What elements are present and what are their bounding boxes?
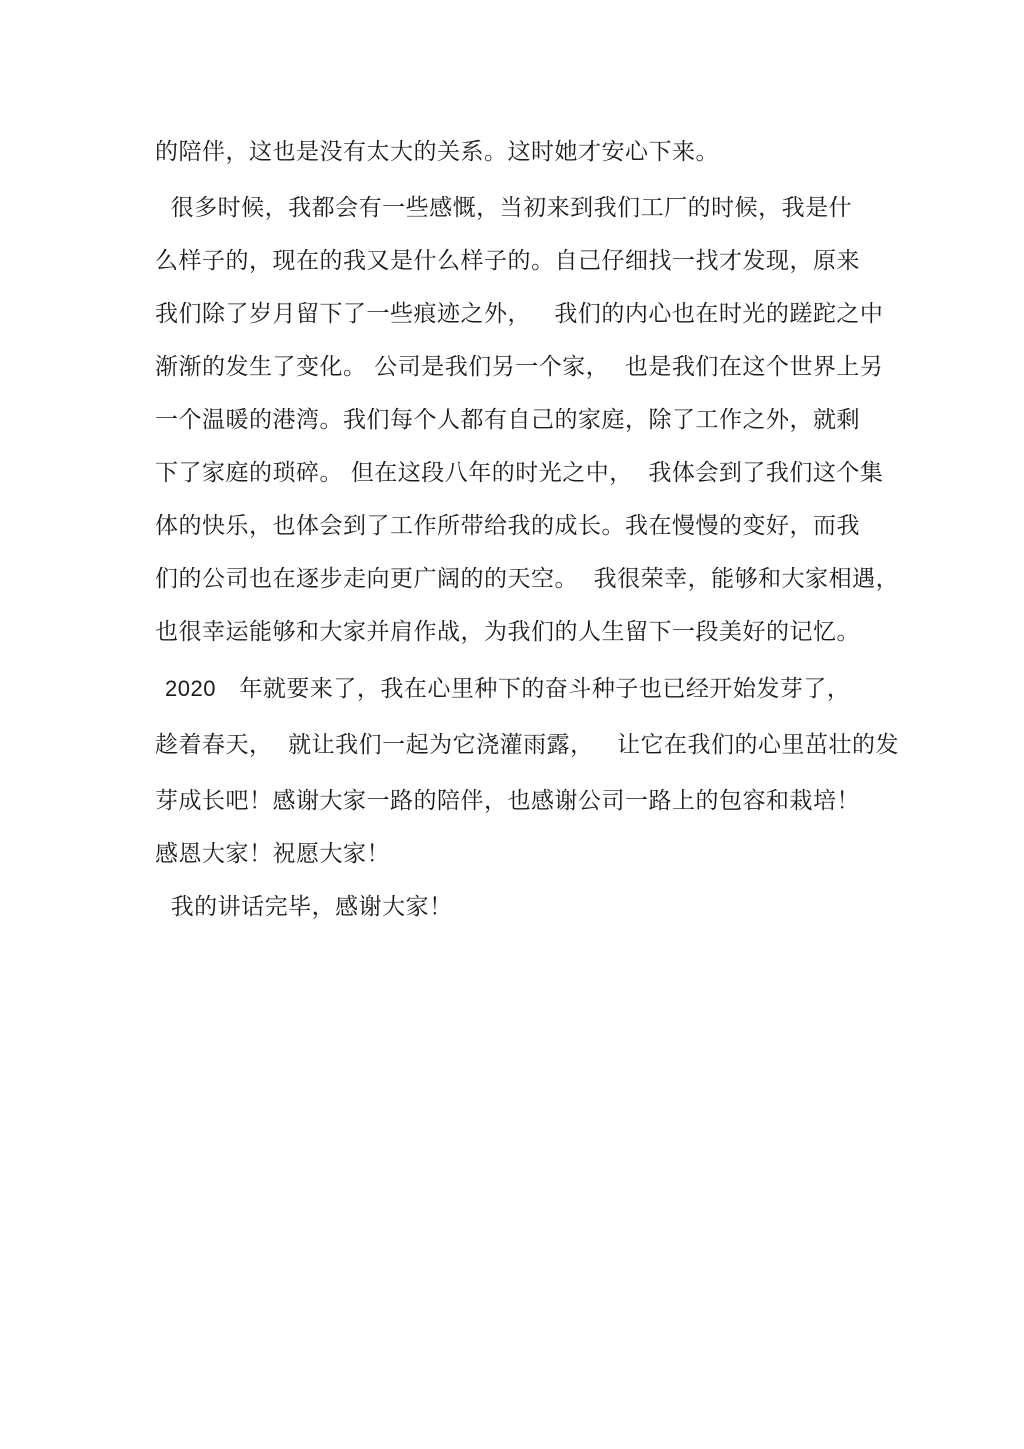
paragraph-line-5: 渐渐的发生了变化。 公司是我们另一个家， 也是我们在这个世界上另 bbox=[155, 354, 884, 380]
paragraph-line-13: 芽成长吧！感谢大家一路的陪伴，也感谢公司一路上的包容和栽培！ bbox=[155, 788, 860, 814]
year-number: 2020 bbox=[165, 676, 216, 701]
paragraph-line-3: 么样子的，现在的我又是什么样子的。自己仔细找一找才发现，原来 bbox=[155, 248, 860, 274]
paragraph-line-6: 一个温暖的港湾。我们每个人都有自己的家庭，除了工作之外，就剩 bbox=[155, 407, 860, 433]
paragraph-line-8: 体的快乐，也体会到了工作所带给我的成长。我在慢慢的变好，而我 bbox=[155, 513, 860, 539]
paragraph-line-11 bbox=[165, 674, 850, 704]
paragraph-line-2: 很多时候，我都会有一些感慨，当初来到我们工厂的时候，我是什 bbox=[155, 195, 853, 221]
paragraph-line-7: 下了家庭的琐碎。 但在这段八年的时光之中， 我体会到了我们这个集 bbox=[155, 460, 884, 486]
paragraph-line-9: 们的公司也在逐步走向更广阔的的天空。 我很荣幸，能够和大家相遇， bbox=[155, 566, 900, 592]
paragraph-line-12: 趁着春天， 就让我们一起为它浇灌雨露， 让它在我们的心里茁壮的发 bbox=[155, 732, 900, 758]
year-line-text: 年就要来了，我在心里种下的奋斗种子也已经开始发芽了， bbox=[215, 676, 851, 702]
paragraph-line-1: 的陪伴，这也是没有太大的关系。这时她才安心下来。 bbox=[155, 139, 719, 165]
paragraph-line-14: 感恩大家！祝愿大家！ bbox=[155, 841, 390, 867]
paragraph-line-10: 也很幸运能够和大家并肩作战，为我们的人生留下一段美好的记忆。 bbox=[155, 619, 860, 645]
paragraph-line-4: 我们除了岁月留下了一些痕迹之外， 我们的内心也在时光的蹉跎之中 bbox=[155, 301, 884, 327]
closing-line: 我的讲话完毕，感谢大家！ bbox=[155, 894, 453, 920]
